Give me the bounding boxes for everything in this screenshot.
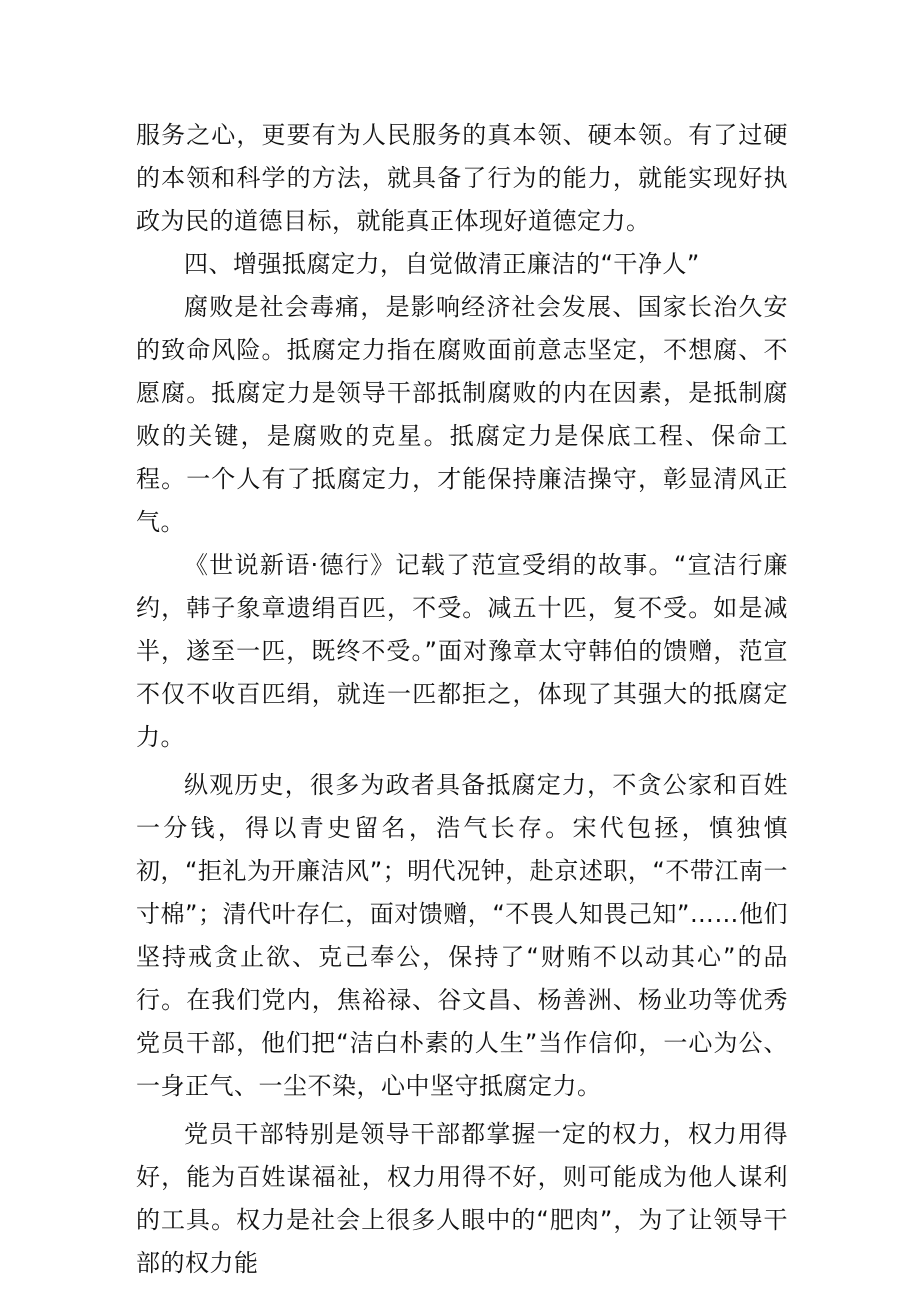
section-heading: 四、增强抵腐定力，自觉做清正廉洁的“干净人” <box>184 250 700 278</box>
paragraph: 纵观历史，很多为政者具备抵腐定力，不贪公家和百姓一分钱，得以青史留名，浩气长存。宋代包拯，慎独慎初，“拒礼为开廉洁风”；明代况钟，赴京述职，“不带江南一寸棉”；清代叶存仁，面对馈赠，“不畏人知畏己知”……他们坚持戒贪止欲、克己奉公，保持了“财贿不以动其心”的品行。在我们党内，焦裕禄、谷文昌、杨善洲、杨业功等优秀党员干部，他们把“洁白朴素的人生”当作信仰，一心为公、一身正气、一尘不染，心中坚守抵腐定力。 <box>136 771 788 1100</box>
paragraph: 《世说新语·德行》记载了范宣受绢的故事。“宣洁行廉约，韩子象章遗绢百匹，不受。减五十匹，复不受。如是减半，遂至一匹，既终不受。”面对豫章太守韩伯的馈赠，范宣不仅不收百匹绢，就连一匹都拒之，体现了其强大的抵腐定力。 <box>136 551 788 751</box>
paragraph: 腐败是社会毒痛，是影响经济社会发展、国家长治久安的致命风险。抵腐定力指在腐败面前意志坚定，不想腐、不愿腐。抵腐定力是领导干部抵制腐败的内在因素，是抵制腐败的关键，是腐败的克星。抵腐定力是保底工程、保命工程。一个人有了抵腐定力，才能保持廉洁操守，彰显清风正气。 <box>136 293 788 536</box>
document-body <box>136 114 788 1285</box>
paragraph: 党员干部特别是领导干部都掌握一定的权力，权力用得好，能为百姓谋福祉，权力用得不好，则可能成为他人谋利的工具。权力是社会上很多人眼中的“肥肉”，为了让领导干部的权力能 <box>136 1120 788 1277</box>
paragraph-continuation: 服务之心，更要有为人民服务的真本领、硬本领。有了过硬的本领和科学的方法，就具备了行为的能力，就能实现好执政为民的道德目标，就能真正体现好道德定力。 <box>136 121 788 235</box>
